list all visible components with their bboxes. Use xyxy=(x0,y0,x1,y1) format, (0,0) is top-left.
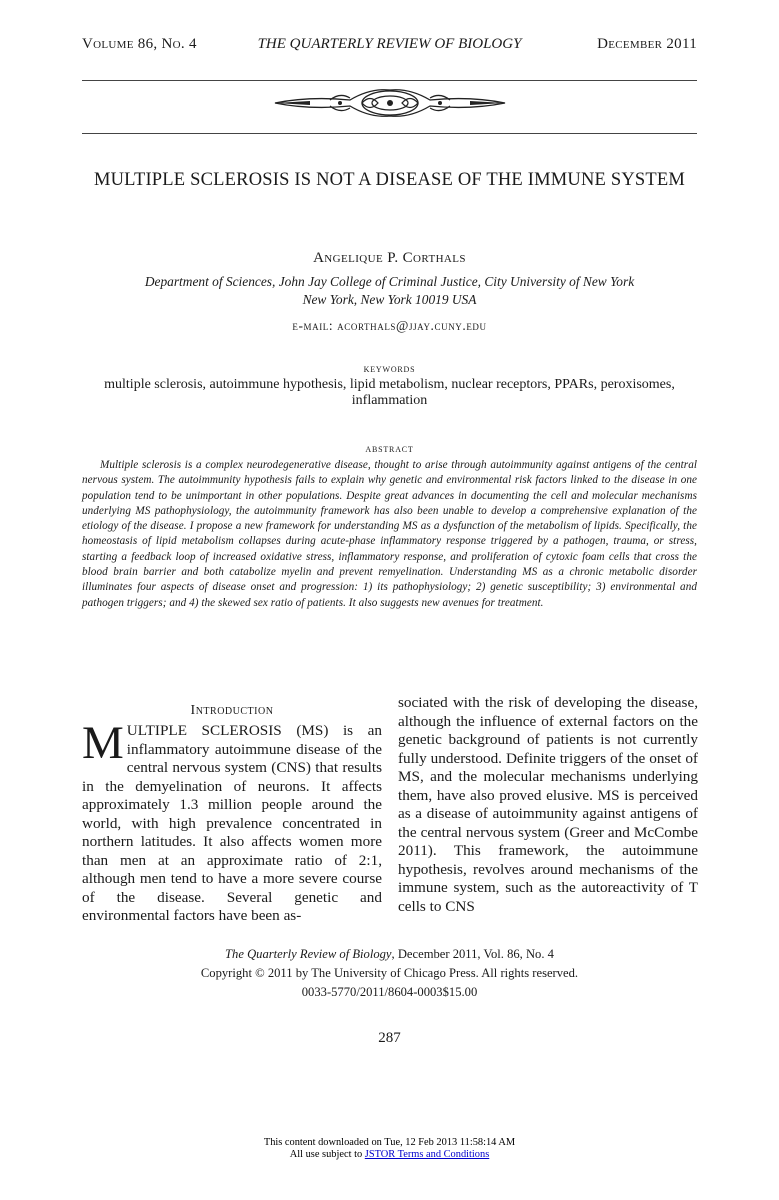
first-word-rest: ULTIPLE SCLEROSIS xyxy=(126,722,282,739)
jstor-terms-link[interactable]: JSTOR Terms and Conditions xyxy=(364,1148,490,1160)
running-header xyxy=(82,36,697,58)
drop-cap: M xyxy=(82,717,124,769)
introduction-right-column xyxy=(398,694,698,916)
footer-citation xyxy=(82,945,697,1002)
introduction-left-text: (MS) is an inflammatory autoimmune disease of the central nervous system (CNS) that results in the demyelination of neurons. It affects approximately 1.3 million people around the world, with high prevalence concentrated in northern latitudes. It also affects women more than men at an approximate ratio of 2:1, although men tend to have a more severe course of the disease. Several genetic and environmental factors have been as- xyxy=(82,722,383,924)
terms-prefix: All use subject to xyxy=(289,1148,365,1160)
copyright-line: Copyright © 2011 by The University of Chicago Press. All rights reserved. xyxy=(200,966,579,980)
page-number: 287 xyxy=(378,1030,401,1046)
author-name: Angelique P. Corthals xyxy=(313,250,466,266)
author-affiliation xyxy=(82,273,697,309)
issue-date: December 2011 xyxy=(597,36,697,52)
citation-line xyxy=(82,945,697,964)
download-notice: This content downloaded on Tue, 12 Feb 2013 11:58:14 AM xyxy=(263,1137,516,1148)
decorative-ornament xyxy=(270,80,510,126)
abstract-heading: abstract xyxy=(365,443,414,455)
citation-details: , December 2011, Vol. 86, No. 4 xyxy=(391,947,554,961)
issn-line: 0033-5770/2011/8604-0003$15.00 xyxy=(301,985,478,999)
journal-name: THE QUARTERLY REVIEW OF BIOLOGY xyxy=(257,36,522,52)
article-title: MULTIPLE SCLEROSIS IS NOT A DISEASE OF THE IMMUNE SYSTEM xyxy=(93,170,686,190)
keywords-heading: keywords xyxy=(363,363,416,375)
affiliation-line-1: Department of Sciences, John Jay College of Criminal Justice, City University of New York xyxy=(144,274,635,289)
jstor-stamp xyxy=(82,1137,697,1160)
keywords-text: multiple sclerosis, autoimmune hypothesis, lipid metabolism, nuclear receptors, PPARs, peroxisomes, inflammation xyxy=(104,377,675,408)
volume-number: Volume 86, No. 4 xyxy=(82,36,197,52)
author-email: e-mail: acorthals@jjay.cuny.edu xyxy=(292,318,487,333)
introduction-paragraph xyxy=(82,717,383,926)
affiliation-line-2: New York, New York 10019 USA xyxy=(302,292,477,307)
introduction-heading: Introduction xyxy=(190,703,274,718)
introduction-left-column xyxy=(82,700,382,926)
citation-journal: The Quarterly Review of Biology xyxy=(225,947,392,961)
introduction-right-text: sociated with the risk of developing the disease, although the influence of external factors on the genetic background of patients is not currently fully understood. Definite triggers of the onset of MS, and the molecular mechanisms underlying them, have also proved elusive. MS is perceived as a disease of autoimmunity against antigens of the central nervous system (Greer and McCombe 2011). This framework, the autoimmune hypothesis, revolves around mechanisms of the immune system, such as the autoreactivity of T cells to CNS xyxy=(398,694,698,915)
header-rule-bottom xyxy=(82,133,697,134)
terms-notice xyxy=(82,1149,697,1161)
abstract-text: Multiple sclerosis is a complex neurodegenerative disease, thought to arise through autoimmunity against antigens of the central nervous system. The autoimmunity hypothesis fails to explain why genetic and environmental risk factors linked to the disease in one population tend to be unimportant in other populations. Despite great advances in documenting the cell and molecular mechanisms underlying MS pathophysiology, the autoimmunity framework has also been unable to develop a comprehensive explanation of the etiology of the disease. I propose a new framework for understanding MS as a dysfunction of the metabolism of lipids. Specifically, the homeostasis of lipid metabolism collapses during acute-phase inflammatory response triggered by a pathogen, trauma, or stress, starting a feedback loop of increased oxidative stress, inflammatory response, and proliferation of cytoxic foam cells that cross the blood brain barrier and both catabolize myelin and prevent remyelination. Understanding MS as a chronic metabolic disorder illuminates four aspects of disease onset and progression: 1) its pathophysiology; 2) genetic susceptibility; 3) environmental and pathogen triggers; and 4) the skewed sex ratio of patients. It also suggests new avenues for treatment. xyxy=(82,459,697,609)
